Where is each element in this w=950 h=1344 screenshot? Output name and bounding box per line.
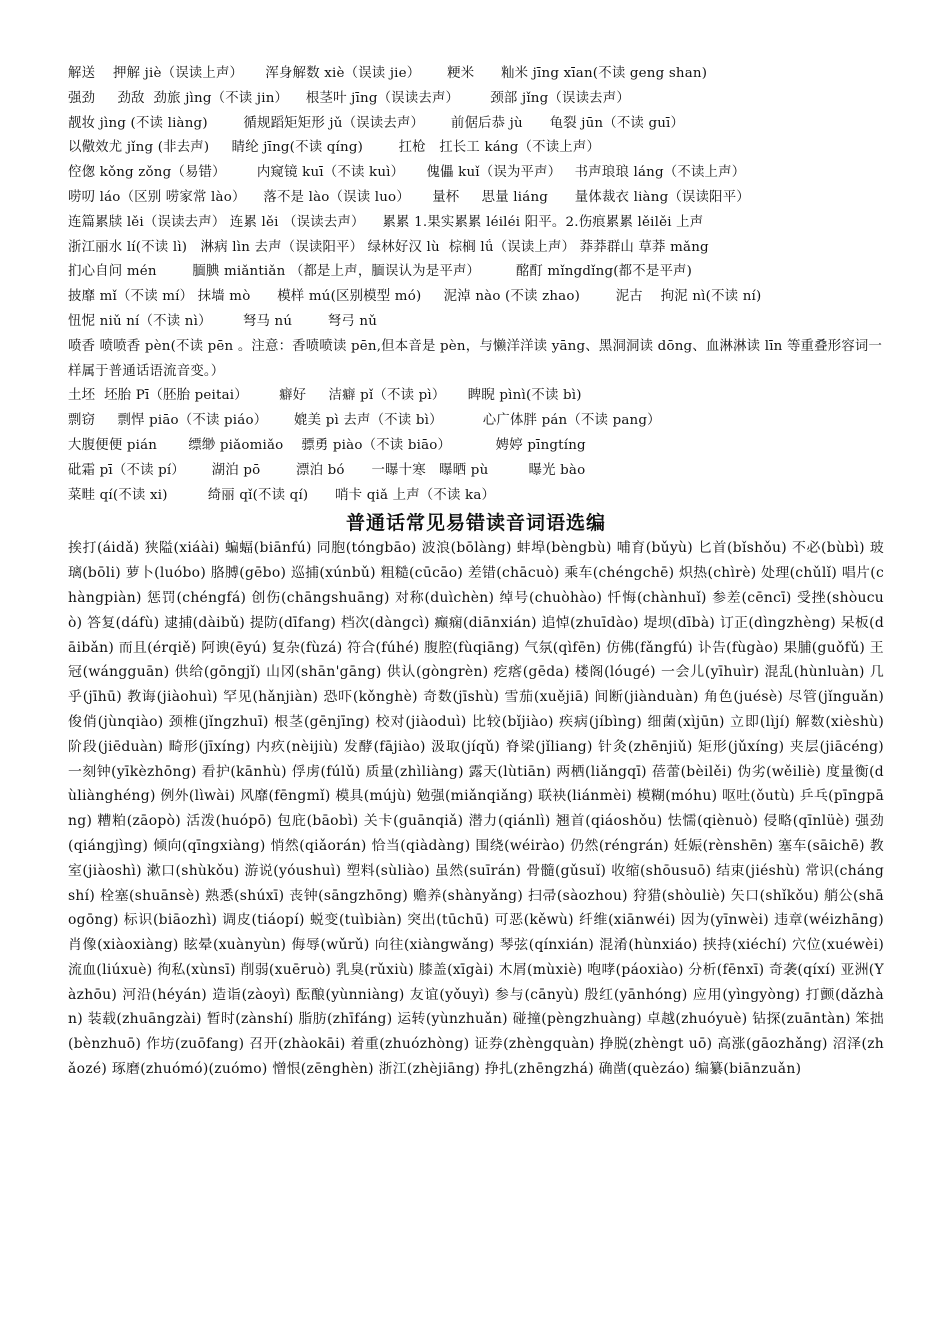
note-line: 披靡 mǐ（不读 mí） 抹墙 mò 模样 mú(区别模型 mó) 泥淖 nào (不读 zhao) 泥古 拘泥 nì(不读 ní) bbox=[68, 289, 762, 305]
word-entry: 畸形(jīxíng) bbox=[168, 738, 251, 755]
word-entry: 装载(zhuāngzài) bbox=[87, 1011, 202, 1028]
word-entry: 发酵(fājiào) bbox=[343, 738, 426, 755]
word-entry: 追悼(zhuīdào) bbox=[541, 614, 639, 631]
word-entry: 矩形(jǔxíng) bbox=[697, 738, 785, 755]
word-entry: 召开(zhàokāi) bbox=[249, 1036, 346, 1053]
word-entry: 分析(fēnxī) bbox=[688, 961, 765, 978]
word-entry: 浙江(zhèjiāng) bbox=[378, 1061, 481, 1078]
word-entry: 挨打(áidǎ) bbox=[68, 540, 140, 557]
word-entry: 巡捕(xúnbǔ) bbox=[290, 565, 376, 582]
word-entry: 因为(yīnwèi) bbox=[680, 912, 769, 929]
word-entry: 丧钟(sāngzhōng) bbox=[289, 887, 409, 904]
word-entry: 挣扎(zhēngzhá) bbox=[484, 1061, 594, 1078]
word-entry: 突出(tūchū) bbox=[407, 912, 490, 929]
word-entry: 呕吐(ǒutù) bbox=[722, 788, 795, 805]
word-entry: 塑料(sùliào) bbox=[346, 862, 430, 879]
word-entry: 钻探(zuāntàn) bbox=[752, 1011, 851, 1028]
word-entry: 一会儿(yīhuìr) bbox=[661, 664, 760, 681]
word-entry: 友谊(yǒuyì) bbox=[409, 986, 490, 1003]
word-entry: 癫痫(diānxián) bbox=[434, 614, 537, 631]
word-entry: 疙瘩(gēda) bbox=[493, 664, 570, 681]
word-entry: 质量(zhìliàng) bbox=[365, 763, 464, 780]
note-line: 扪心自问 mén 腼腆 miǎntiǎn （都是上声，腼误认为是平声） 酩酊 mǐngdǐng(都不是平声) bbox=[68, 264, 693, 280]
word-entry: 虽然(suīrán) bbox=[434, 862, 522, 879]
word-entry: 逮捕(dàibǔ) bbox=[164, 614, 246, 631]
word-entry: 翘首(qiáoshǒu) bbox=[555, 813, 663, 830]
word-entry: 穴位(xuéwèi) bbox=[792, 937, 885, 954]
word-entry: 提防(dīfang) bbox=[249, 614, 337, 631]
word-entry: 楼阁(lóugé) bbox=[574, 664, 656, 681]
word-entry: 教诲(jiàohuì) bbox=[127, 689, 218, 706]
note-line: 剽窃 剽悍 piāo（不读 piáo） 媲美 pì 去声（不读 bì） 心广体胖 pán（不读 pang） bbox=[68, 413, 661, 429]
word-entry: 乒乓(pīngpāng) bbox=[68, 788, 885, 830]
note-line: 以儆效尤 jǐng (非去声) 睛纶 jīng(不读 qíng) 扛枪 扛长工 káng（不读上声） bbox=[68, 140, 601, 156]
note-line: 唠叨 láo（区别 唠家常 lào） 落不是 lào（误读 luo） 量杯 思量 liáng 量体裁衣 liàng（误读阳平） bbox=[68, 189, 750, 205]
word-entry: 乳臭(rǔxiù) bbox=[335, 961, 414, 978]
word-entry: 讣告(fùgào) bbox=[697, 639, 779, 656]
word-entry: 针灸(zhēnjiǔ) bbox=[598, 738, 693, 755]
word-entry: 暂时(zànshí) bbox=[206, 1011, 294, 1028]
word-entry: 琴弦(qínxián) bbox=[499, 937, 595, 954]
word-entry: 匕首(bǐshǒu) bbox=[698, 540, 788, 557]
word-entry: 度量衡(dùliànghéng) bbox=[68, 763, 885, 805]
word-entry: 夹层(jiācéng) bbox=[789, 738, 884, 755]
word-entry: 比较(bǐjiào) bbox=[471, 713, 554, 730]
word-entry: 腹腔(fùqiāng) bbox=[424, 639, 520, 656]
word-entry: 萝卜(luóbo) bbox=[125, 565, 207, 582]
word-entry: 混乱(hùnluàn) bbox=[764, 664, 865, 681]
word-entry: 木屑(mùxiè) bbox=[498, 961, 583, 978]
word-entry: 骨髓(gǔsuǐ) bbox=[526, 862, 607, 879]
word-entry: 伪劣(wěiliè) bbox=[737, 763, 822, 780]
word-entry: 包庇(bāobì) bbox=[277, 813, 359, 830]
word-entry: 游说(yóushuì) bbox=[244, 862, 342, 879]
note-line: 喷香 喷喷香 pèn(不读 pēn 。注意：香喷喷读 pēn,但本音是 pèn，与懒洋洋读 yāng、黑洞洞读 dōng、血淋淋读 līn 等重叠形容词一样属于普通话语流音变。） bbox=[68, 338, 883, 379]
word-entry: 颈椎(jǐngzhuī) bbox=[168, 713, 269, 730]
word-entry: 侮辱(wǔrǔ) bbox=[291, 937, 370, 954]
word-entry: 绰号(chuòhào) bbox=[499, 589, 603, 606]
note-line: 倥偬 kǒng zǒng（易错） 内窥镜 kuī（不读 kuì） 傀儡 kuǐ（误为平声） 书声琅琅 láng（不读上声） bbox=[68, 165, 746, 181]
word-entry: 波浪(bōlàng) bbox=[421, 540, 512, 557]
word-entry: 乘车(chéngchē) bbox=[564, 565, 675, 582]
word-entry: 证券(zhèngquàn) bbox=[474, 1036, 595, 1053]
word-entry: 一刻钟(yīkèzhōng) bbox=[68, 763, 197, 780]
word-entry: 处理(chǔlǐ) bbox=[761, 565, 838, 582]
word-entry: 眩晕(xuànyùn) bbox=[183, 937, 287, 954]
word-entry: 侵略(qīnlüè) bbox=[763, 813, 850, 830]
word-entry: 细菌(xìjūn) bbox=[647, 713, 725, 730]
word-entry: 例外(lìwài) bbox=[160, 788, 236, 805]
note-line: 强劲 劲敌 劲旅 jìng（不读 jin） 根茎叶 jīng（误读去声） 颈部 jǐng（误读去声） bbox=[68, 90, 630, 106]
word-entry: 蜕变(tuìbiàn) bbox=[309, 912, 403, 929]
word-entry: 疾病(jíbìng) bbox=[559, 713, 643, 730]
note-line: 大腹便便 pián 缥缈 piǎomiǎo 骠勇 piào（不读 biāo） 娉婷 pīngtíng bbox=[68, 437, 586, 453]
word-entry: 徇私(xùnsī) bbox=[157, 961, 236, 978]
word-entry: 漱口(shùkǒu) bbox=[146, 862, 240, 879]
word-entry: 间断(jiànduàn) bbox=[594, 689, 699, 706]
word-entry: 受挫(shòucuò) bbox=[68, 589, 885, 631]
section-heading: 普通话常见易错读音词语选编 bbox=[345, 512, 606, 535]
word-entry: 果脯(guǒfǔ) bbox=[783, 639, 866, 656]
word-entry: 扫帚(sàozhou) bbox=[528, 887, 628, 904]
word-entry: 强劲(qiángjìng) bbox=[68, 813, 885, 854]
word-entry: 向往(xiàngwǎng) bbox=[374, 937, 495, 954]
word-entry: 风靡(fēngmǐ) bbox=[240, 788, 331, 805]
word-entry: 订正(dìngzhèng) bbox=[719, 614, 836, 631]
word-entry: 创伤(chāngshuāng) bbox=[251, 589, 390, 606]
word-entry: 立即(lìjí) bbox=[730, 713, 791, 730]
word-list-paragraph bbox=[68, 536, 884, 1082]
word-entry: 角色(juésè) bbox=[703, 689, 784, 706]
word-entry: 几乎(jīhū) bbox=[68, 664, 885, 706]
word-entry: 校对(jiàoduì) bbox=[375, 713, 467, 730]
word-entry: 档次(dàngcì) bbox=[340, 614, 430, 631]
word-entry: 标识(biāozhì) bbox=[123, 912, 218, 929]
word-entry: 汲取(jíqǔ) bbox=[431, 738, 501, 755]
word-entry: 活泼(huópō) bbox=[186, 813, 273, 830]
word-entry: 膝盖(xīgài) bbox=[418, 961, 494, 978]
word-entry: 两栖(liǎngqī) bbox=[556, 763, 647, 780]
word-entry: 符合(fúhé) bbox=[347, 639, 420, 656]
word-entry: 编纂(biānzuǎn) bbox=[695, 1061, 802, 1078]
word-entry: 挟持(xiéchí) bbox=[702, 937, 787, 954]
word-entry: 对称(duìchèn) bbox=[395, 589, 495, 606]
note-line: 靓妆 jìng (不读 liàng) 循规蹈矩矩形 jǔ（误读去声） 前倨后恭 jù 龟裂 jūn（不读 guī） bbox=[68, 115, 685, 131]
word-entry: 关卡(guānqiǎ) bbox=[363, 813, 464, 830]
word-entry: 教室(jiàoshì) bbox=[68, 837, 884, 879]
word-entry: 玻璃(bōli) bbox=[68, 540, 885, 582]
word-entry: 根茎(gēnjīng) bbox=[274, 713, 371, 730]
word-entry: 可恶(kěwù) bbox=[494, 912, 574, 929]
word-entry: 恰当(qiàdàng) bbox=[371, 837, 471, 854]
word-entry: 炽热(chìrè) bbox=[679, 565, 757, 582]
word-entry: 糟粕(zāopò) bbox=[97, 813, 181, 830]
word-entry: 俊俏(jùnqiào) bbox=[68, 713, 164, 730]
word-entry: 酝酿(yùnniàng) bbox=[296, 986, 405, 1003]
word-entry: 悄然(qiǎorán) bbox=[270, 837, 367, 854]
word-entry: 塞车(sāichē) bbox=[778, 837, 865, 854]
word-entry: 狩猎(shòuliè) bbox=[632, 887, 726, 904]
word-entry: 运转(yùnzhuǎn) bbox=[397, 1011, 508, 1028]
word-entry: 赡养(shànyǎng) bbox=[413, 887, 524, 904]
word-entry: 忏悔(chànhuǐ) bbox=[607, 589, 707, 606]
word-entry: 看护(kānhù) bbox=[201, 763, 287, 780]
note-line: 菜畦 qí(不读 xi) 绮丽 qǐ(不读 qí) 哨卡 qiǎ 上声（不读 ka） bbox=[68, 487, 496, 503]
word-entry: 答复(dáfù) bbox=[87, 614, 160, 631]
word-entry: 确凿(quèzáo) bbox=[598, 1061, 691, 1078]
note-line: 解送 押解 jiè（误读上声） 浑身解数 xiè（误读 jie） 粳米 籼米 jīng xīan(不读 geng shan) bbox=[68, 66, 708, 81]
note-line: 忸怩 niǔ ní（不读 nì） 弩马 nú 弩弓 nǔ bbox=[68, 313, 378, 329]
word-entry: 胳膊(gēbo) bbox=[210, 565, 287, 582]
word-entry: 惩罚(chéngfá) bbox=[147, 589, 247, 606]
word-entry: 倾向(qīngxiàng) bbox=[153, 837, 266, 854]
word-entry: 流血(liúxuè) bbox=[68, 961, 153, 978]
word-entry: 笨拙(bènzhuō) bbox=[68, 1011, 885, 1053]
word-entry: 哺育(bǔyù) bbox=[616, 540, 694, 557]
word-entry: 奇袭(qíxí) bbox=[769, 961, 836, 978]
word-entry: 蓓蕾(bèilěi) bbox=[651, 763, 733, 780]
word-entry: 亚洲(Yàzhōu) bbox=[68, 961, 884, 1003]
word-entry: 栓塞(shuānsè) bbox=[100, 887, 201, 904]
word-entry: 收缩(shōusuō) bbox=[611, 862, 712, 879]
word-entry: 围绕(wéirào) bbox=[475, 837, 566, 854]
word-entry: 差错(chācuò) bbox=[467, 565, 560, 582]
word-entry: 造诣(zàoyì) bbox=[212, 986, 291, 1003]
word-entry: 作坊(zuōfang) bbox=[146, 1036, 245, 1053]
word-entry: 尽管(jǐnguǎn) bbox=[788, 689, 885, 706]
word-entry: 罕见(hǎnjiàn) bbox=[223, 689, 319, 706]
word-entry: 咆哮(páoxiào) bbox=[587, 961, 684, 978]
word-entry: 蝙蝠(biānfú) bbox=[224, 540, 312, 557]
word-entry: 肖像(xiàoxiàng) bbox=[68, 937, 179, 954]
word-entry: 雪茄(xuějiā) bbox=[504, 689, 590, 706]
word-entry: 王冠(wángguān) bbox=[68, 639, 884, 681]
word-entry: 奇数(jīshù) bbox=[423, 689, 500, 706]
word-entry: 狭隘(xiáài) bbox=[144, 540, 220, 557]
word-entry: 削弱(xuēruò) bbox=[240, 961, 332, 978]
word-entry: 卓越(zhuóyuè) bbox=[646, 1011, 748, 1028]
word-entry: 脊梁(jǐliang) bbox=[505, 738, 593, 755]
word-entry: 常识(chángshí) bbox=[68, 862, 885, 904]
word-entry: 打颤(dǎzhàn) bbox=[68, 986, 885, 1028]
word-entry: 气氛(qìfēn) bbox=[524, 639, 602, 656]
word-entry: 复杂(fùzá) bbox=[271, 639, 343, 656]
word-entry: 挣脱(zhèngt uō) bbox=[599, 1036, 713, 1053]
word-entry: 应用(yìngyòng) bbox=[692, 986, 801, 1003]
word-entry: 矢口(shǐkǒu) bbox=[730, 887, 820, 904]
word-entry: 碰撞(pèngzhuàng) bbox=[512, 1011, 642, 1028]
word-entry: 憎恨(zēnghèn) bbox=[272, 1061, 374, 1078]
word-entry: 熟悉(shúxī) bbox=[205, 887, 285, 904]
word-entry: 联袂(liánmèi) bbox=[538, 788, 633, 805]
word-entry: 模具(mújù) bbox=[335, 788, 412, 805]
word-entry: 模糊(móhu) bbox=[636, 788, 718, 805]
word-entry: 结束(jiéshù) bbox=[716, 862, 801, 879]
pronunciation-notes-section bbox=[68, 62, 884, 508]
word-entry: 妊娠(rènshēn) bbox=[673, 837, 774, 854]
word-entry: 高涨(gāozhǎng) bbox=[717, 1036, 828, 1053]
word-entry: 河沿(héyán) bbox=[122, 986, 207, 1003]
word-entry: 阿谀(ēyú) bbox=[201, 639, 268, 656]
word-entry: 潜力(qiánlì) bbox=[468, 813, 551, 830]
word-entry: 内疚(nèijiù) bbox=[256, 738, 339, 755]
word-entry: 同胞(tóngbāo) bbox=[316, 540, 417, 557]
word-entry: 参与(cānyù) bbox=[495, 986, 580, 1003]
word-entry: 混淆(hùnxiáo) bbox=[599, 937, 698, 954]
note-line: 浙江丽水 lí(不读 lì) 淋病 lìn 去声（误读阳平） 绿林好汉 lù 棕榈 lǘ（误读上声） 莽莽群山 草莽 mǎng bbox=[68, 239, 709, 255]
word-entry: 琢磨(zhuómó)(zuómo) bbox=[111, 1061, 268, 1078]
word-entry: 不必(bùbì) bbox=[792, 540, 865, 557]
note-line: 砒霜 pī（不读 pí） 湖泊 pō 漂泊 bó 一曝十寒 曝晒 pù 曝光 bào bbox=[68, 462, 586, 478]
word-entry: 脂肪(zhīfáng) bbox=[298, 1011, 393, 1028]
word-entry: 而且(érqiě) bbox=[118, 639, 197, 656]
word-entry: 呆板(dāibǎn) bbox=[68, 614, 885, 656]
word-entry: 俘虏(fúlǔ) bbox=[291, 763, 361, 780]
word-entry: 殷红(yānhóng) bbox=[584, 986, 688, 1003]
word-entry: 着重(zhuózhòng) bbox=[350, 1036, 470, 1053]
word-entry: 纤维(xiānwéi) bbox=[578, 912, 676, 929]
word-entry: 供给(gōngjǐ) bbox=[174, 664, 261, 681]
word-entry: 勉强(miǎnqiǎng) bbox=[416, 788, 534, 805]
word-entry: 供认(gòngrèn) bbox=[386, 664, 489, 681]
note-line: 土坯 坯胎 Pī（胚胎 peitai） 癖好 洁癖 pǐ（不读 pì） 睥睨 pìnì(不读 bì) bbox=[68, 388, 582, 404]
word-entry: 参差(cēncī) bbox=[712, 589, 792, 606]
word-entry: 仍然(réngrán) bbox=[570, 837, 669, 854]
word-entry: 露天(lùtiān) bbox=[468, 763, 552, 780]
word-entry: 违章(wéizhāng) bbox=[774, 912, 885, 929]
word-entry: 怯懦(qiènuò) bbox=[667, 813, 759, 830]
word-entry: 沼泽(zhǎozé) bbox=[68, 1036, 885, 1078]
word-entry: 艄公(shāogōng) bbox=[68, 887, 884, 929]
word-entry: 阶段(jiēduàn) bbox=[68, 738, 164, 755]
word-entry: 唱片(chàngpiàn) bbox=[68, 565, 885, 606]
word-entry: 恐吓(kǒnghè) bbox=[323, 689, 418, 706]
note-line: 连篇累牍 lěi（误读去声） 连累 lěi （误读去声） 累累 1.果实累累 léiléi 阳平。2.伤痕累累 lěilěi 上声 bbox=[68, 214, 704, 230]
word-entry: 堤坝(dībà) bbox=[643, 614, 716, 631]
word-entry: 蚌埠(bèngbù) bbox=[516, 540, 612, 557]
word-entry: 山冈(shān'gāng) bbox=[266, 664, 382, 681]
word-entry: 调皮(tiáopí) bbox=[222, 912, 305, 929]
word-entry: 仿佛(fǎngfú) bbox=[606, 639, 694, 656]
word-entry: 粗糙(cūcāo) bbox=[380, 565, 464, 582]
word-entry: 解数(xièshù) bbox=[795, 713, 885, 730]
